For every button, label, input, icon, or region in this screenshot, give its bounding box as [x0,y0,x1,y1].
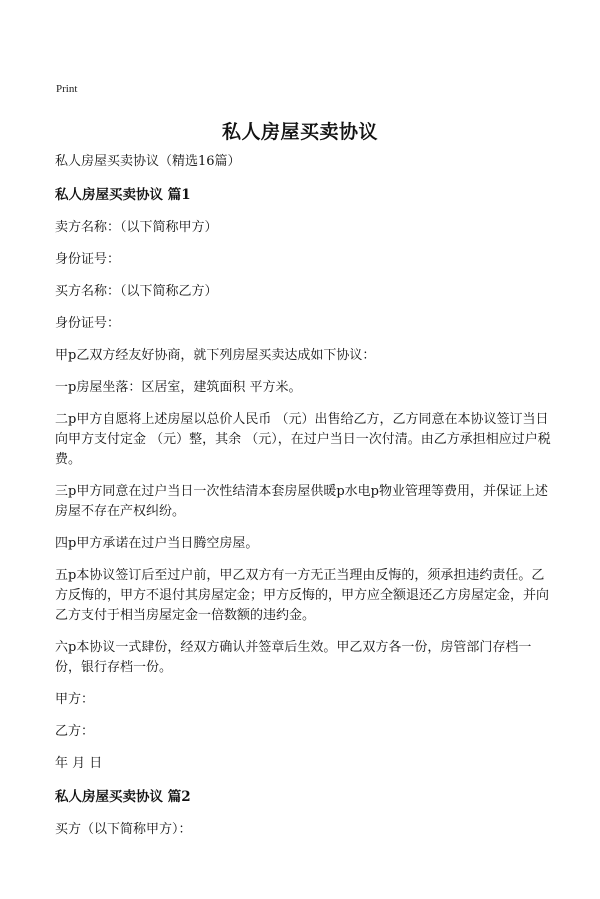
section-heading-1: 私人房屋买卖协议 篇1 [55,187,191,203]
party-a-signature-line: 甲方： [55,692,95,707]
seller-name-line: 卖方名称：（以下简称甲方） [55,220,218,235]
section-heading-2: 私人房屋买卖协议 篇2 [55,789,191,805]
clause-1: 一p房屋坐落：区居室，建筑面积 平方米。 [55,380,302,395]
section2-buyer-line: 买方（以下简称甲方）： [55,822,192,837]
clause-6: 六p本协议一式肆份，经双方确认并签章后生效。甲乙双方各一份，房管部门存档一份，银行存档一份。 [55,640,532,675]
buyer-id-line: 身份证号： [55,316,121,331]
document-body [55,152,555,852]
party-b-signature-line: 乙方： [55,724,95,739]
seller-id-line: 身份证号： [55,252,121,267]
buyer-name-line: 买方名称：（以下简称乙方） [55,284,218,299]
print-link[interactable]: Print [56,83,78,95]
document-subtitle: 私人房屋买卖协议（精选16篇） [55,154,241,169]
document-title: 私人房屋买卖协议 [221,121,378,143]
clause-4: 四p甲方承诺在过户当日腾空房屋。 [55,536,259,551]
clause-5: 五p本协议签订后至过户前，甲乙双方有一方无正当理由反悔的，须承担违约责任。乙方反悔的，甲方不退付其房屋定金；甲方反悔的，甲方应全额退还乙方房屋定金，并向乙方支付于相当房屋定金一倍数额的违约金。 [55,568,550,623]
clause-3: 三p甲方同意在过户当日一次性结清本套房屋供暖p水电p物业管理等费用，并保证上述房屋不存在产权纠纷。 [55,484,548,519]
clause-2: 二p甲方自愿将上述房屋以总价人民币 （元）出售给乙方，乙方同意在本协议签订当日向甲方支付定金 （元）整，其余 （元），在过户当日一次付清。由乙方承担相应过户税费。 [55,412,551,467]
agreement-intro: 甲p乙双方经友好协商，就下列房屋买卖达成如下协议： [55,348,376,363]
date-line: 年 月 日 [55,756,103,771]
